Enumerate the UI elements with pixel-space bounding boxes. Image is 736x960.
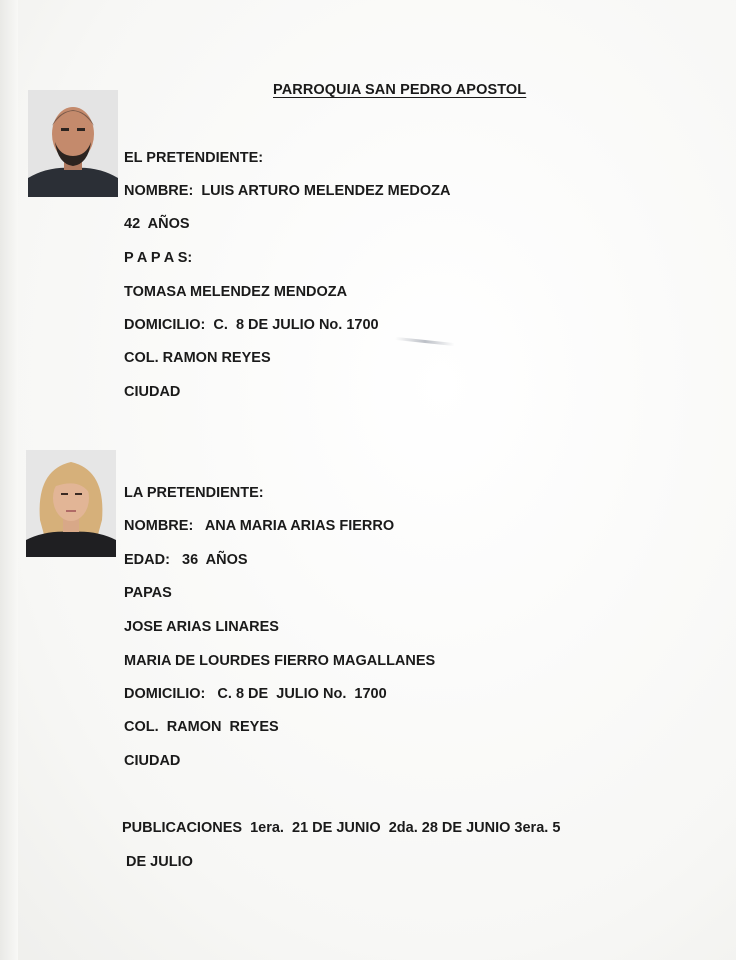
- groom-address: DOMICILIO: C. 8 DE JULIO No. 1700: [124, 317, 379, 333]
- scan-smudge: [395, 337, 455, 346]
- bride-parent-1: JOSE ARIAS LINARES: [124, 619, 279, 635]
- bride-name: NOMBRE: ANA MARIA ARIAS FIERRO: [124, 518, 395, 534]
- bride-address: DOMICILIO: C. 8 DE JULIO No. 1700: [124, 686, 387, 702]
- bride-photo: [26, 450, 116, 557]
- document-title: PARROQUIA SAN PEDRO APOSTOL: [273, 82, 527, 98]
- bride-parent-2: MARIA DE LOURDES FIERRO MAGALLANES: [124, 653, 436, 669]
- groom-heading: EL PRETENDIENTE:: [124, 150, 264, 166]
- publications-line-1: PUBLICACIONES 1era. 21 DE JUNIO 2da. 28 DE JUNIO 3era. 5: [122, 820, 561, 836]
- paper-edge-shadow: [0, 0, 18, 960]
- groom-city: CIUDAD: [124, 384, 181, 400]
- bride-heading: LA PRETENDIENTE:: [124, 485, 264, 501]
- bride-colony: COL. RAMON REYES: [124, 719, 279, 735]
- groom-name: NOMBRE: LUIS ARTURO MELENDEZ MEDOZA: [124, 183, 451, 199]
- groom-colony: COL. RAMON REYES: [124, 350, 271, 366]
- groom-parent-1: TOMASA MELENDEZ MENDOZA: [124, 284, 348, 300]
- publications-line-2: DE JULIO: [126, 854, 193, 870]
- groom-age: 42 AÑOS: [124, 216, 190, 232]
- bride-city: CIUDAD: [124, 753, 181, 769]
- groom-parents-label: P A P A S:: [124, 250, 193, 266]
- bride-parents-label: PAPAS: [124, 585, 172, 601]
- bride-age: EDAD: 36 AÑOS: [124, 552, 248, 568]
- groom-photo: [28, 90, 118, 197]
